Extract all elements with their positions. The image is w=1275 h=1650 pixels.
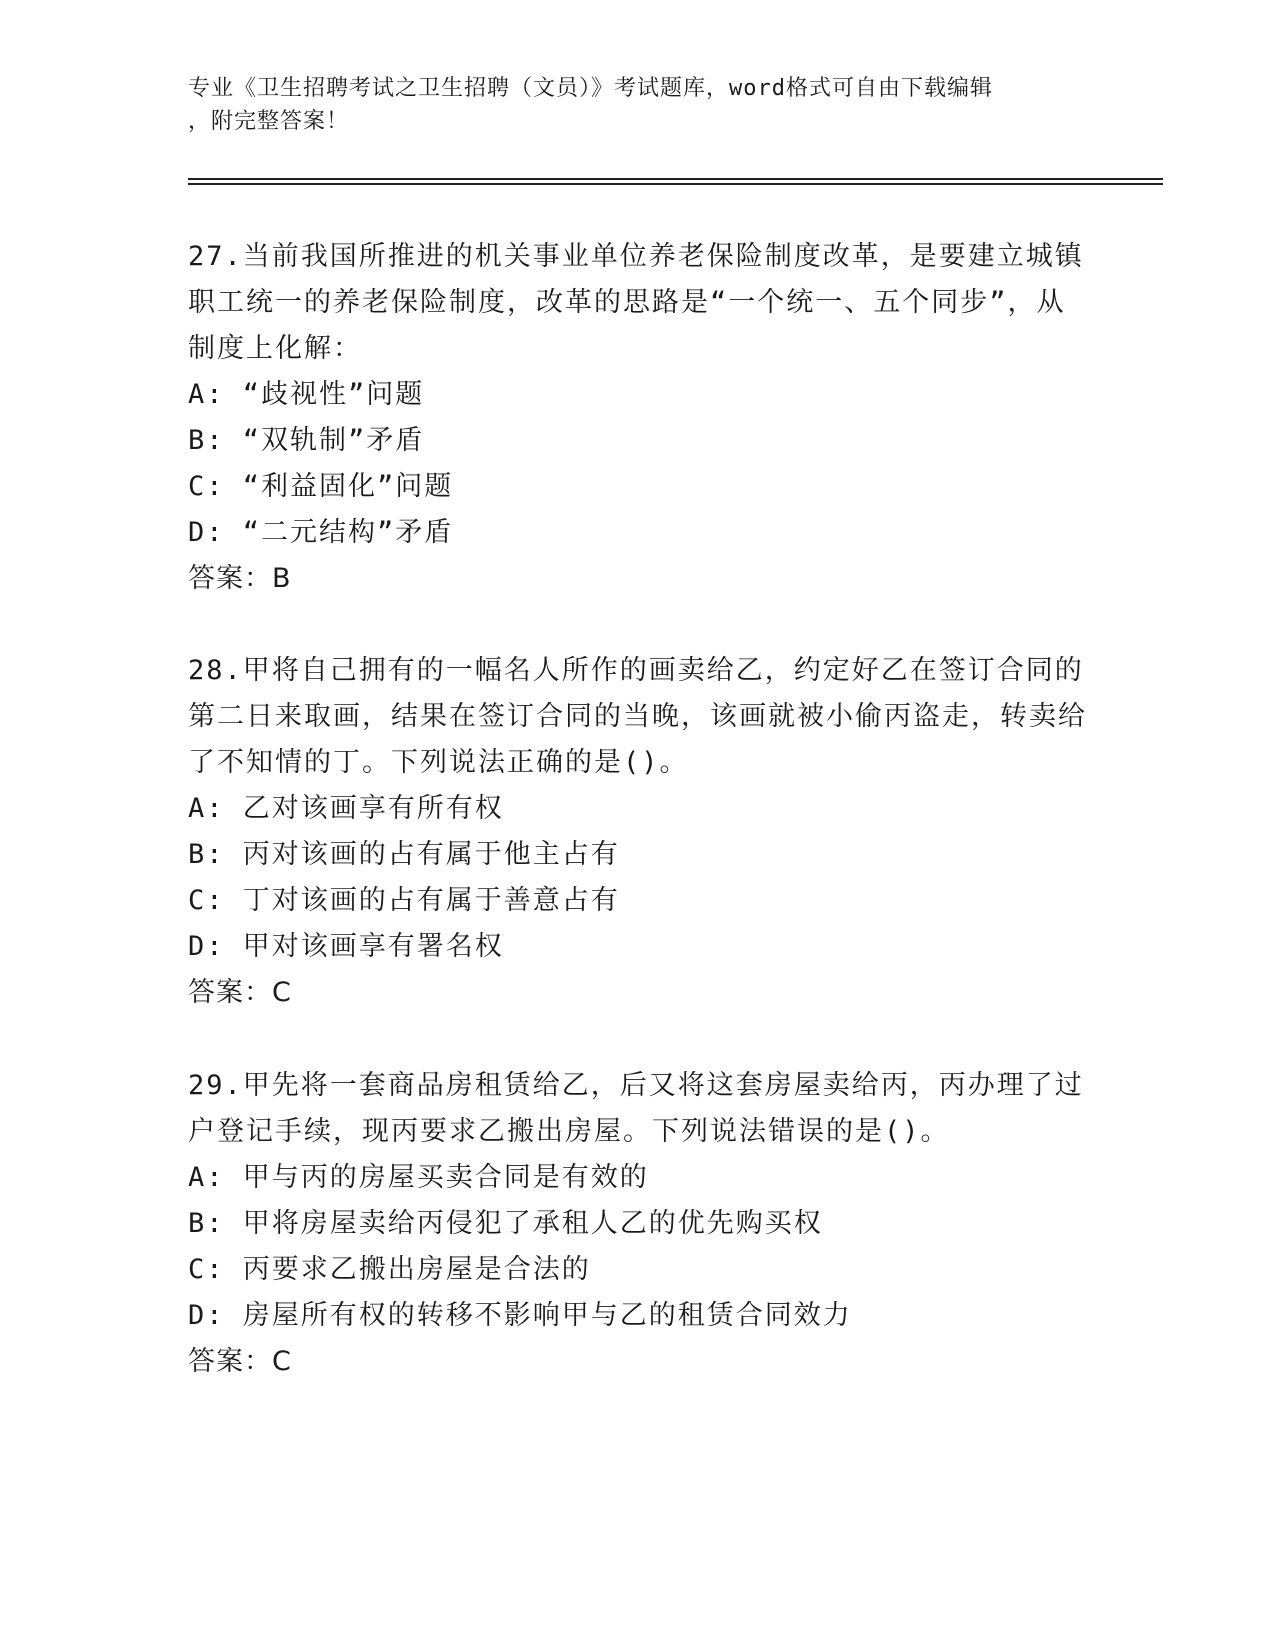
answer: 答案：C: [188, 1346, 292, 1377]
question-stem: 29.甲先将一套商品房租赁给乙，后又将这套房屋卖给丙，丙办理了过户登记手续，现丙要求乙搬出房屋。下列说法错误的是()。: [188, 1070, 1084, 1147]
option-a: A: 乙对该画享有所有权: [188, 793, 504, 824]
question-stem: 28.甲将自己拥有的一幅名人所作的画卖给乙，约定好乙在签订合同的第二日来取画，结果在签订合同的当晚，该画就被小偷丙盗走，转卖给了不知情的丁。下列说法正确的是()。: [188, 655, 1087, 778]
answer: 答案：C: [188, 977, 292, 1008]
option-a: A: “歧视性”问题: [188, 379, 425, 410]
header-divider-bottom: [188, 183, 1163, 185]
answer: 答案：B: [188, 563, 292, 594]
question-28: [188, 648, 1088, 1016]
question-29: [188, 1063, 1088, 1385]
option-a: A: 甲与丙的房屋买卖合同是有效的: [188, 1162, 649, 1193]
option-c: C: “利益固化”问题: [188, 471, 454, 502]
option-d: D: 房屋所有权的转移不影响甲与乙的租赁合同效力: [188, 1300, 852, 1331]
option-b: B: 丙对该画的占有属于他主占有: [188, 839, 620, 870]
option-d: D: “二元结构”矛盾: [188, 517, 454, 548]
option-c: C: 丁对该画的占有属于善意占有: [188, 885, 620, 916]
option-b: B: “双轨制”矛盾: [188, 425, 425, 456]
header-line-1: 专业《卫生招聘考试之卫生招聘（文员）》考试题库，word格式可自由下载编辑: [188, 76, 993, 101]
document-header: [188, 72, 1088, 138]
header-line-2: ，附完整答案！: [188, 109, 350, 134]
header-divider-top: [188, 178, 1163, 180]
question-27: [188, 234, 1088, 602]
option-b: B: 甲将房屋卖给丙侵犯了承租人乙的优先购买权: [188, 1208, 823, 1239]
option-d: D: 甲对该画享有署名权: [188, 931, 504, 962]
option-c: C: 丙要求乙搬出房屋是合法的: [188, 1254, 591, 1285]
question-stem: 27.当前我国所推进的机关事业单位养老保险制度改革，是要建立城镇职工统一的养老保险制度，改革的思路是“一个统一、五个同步”，从制度上化解：: [188, 241, 1084, 364]
